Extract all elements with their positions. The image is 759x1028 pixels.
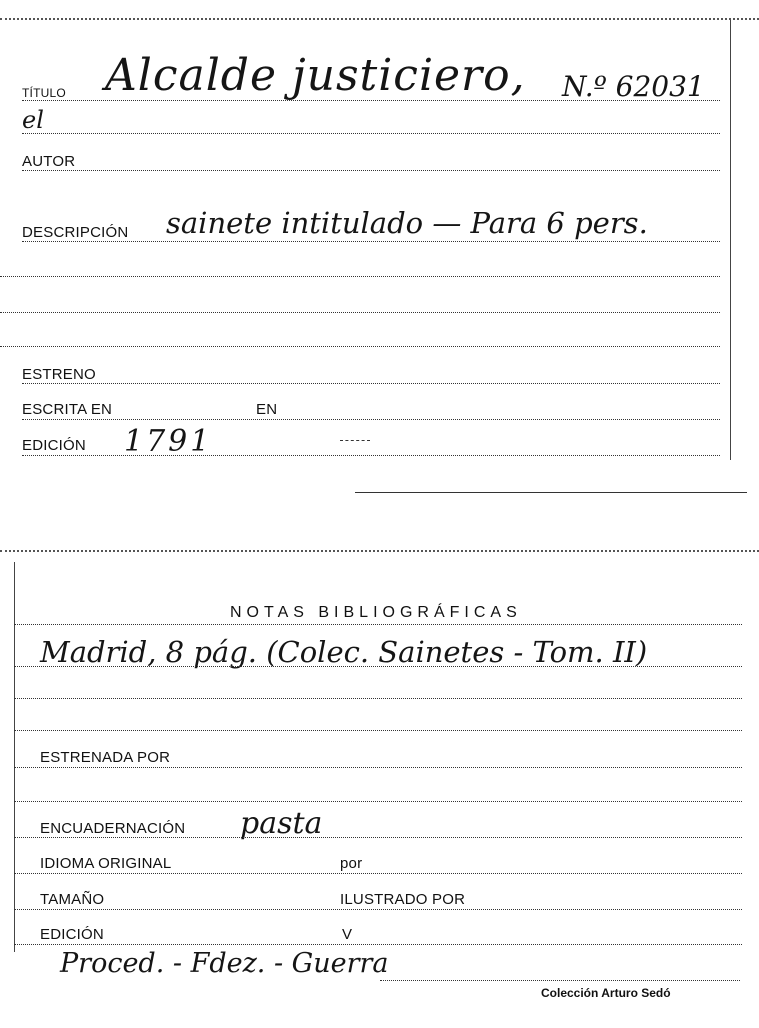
encuadernacion-line: [14, 837, 742, 838]
edicion-line: [22, 455, 720, 456]
titulo-line-2: [22, 133, 720, 134]
estrenada-por-label: ESTRENADA POR: [40, 749, 171, 766]
ilustrado-label: ILUSTRADO POR: [340, 891, 466, 908]
descripcion-line-2: [0, 276, 720, 277]
titulo-line: [22, 100, 720, 101]
por-label: por: [340, 855, 363, 872]
tamano-line: [14, 909, 742, 910]
titulo-value-article: el: [22, 106, 44, 134]
escrita-en-label: ESCRITA EN: [22, 401, 113, 418]
notes-value: Madrid, 8 pág. (Colec. Sainetes - Tom. II): [40, 635, 648, 669]
provenance-value: Proced. - Fdez. - Guerra: [60, 948, 389, 979]
notas-line: [14, 624, 742, 625]
notes-line-2: [14, 698, 742, 699]
edicion-value: 1791: [124, 424, 213, 459]
descripcion-line-4: [0, 346, 720, 347]
idioma-line: [14, 873, 742, 874]
card-back: [0, 540, 759, 1028]
escrita-line: [22, 419, 720, 420]
estreno-label: ESTRENO: [22, 366, 96, 383]
card-right-edge: [730, 20, 731, 460]
estrenada-line: [14, 767, 742, 768]
card-bottom-edge: [355, 492, 747, 493]
autor-line: [22, 170, 720, 171]
descripcion-line: [22, 241, 720, 242]
descripcion-label: DESCRIPCIÓN: [22, 224, 129, 241]
notas-heading: NOTAS BIBLIOGRÁFICAS: [230, 604, 522, 621]
edicion-back-label: EDICIÓN: [40, 926, 104, 943]
encuadernacion-label: ENCUADERNACIÓN: [40, 820, 186, 837]
descripcion-line-3: [0, 312, 720, 313]
titulo-value-main: Alcalde justiciero,: [105, 50, 526, 101]
number-value: N.º 62031: [562, 70, 705, 103]
stray-mark: [340, 440, 370, 441]
edicion-label: EDICIÓN: [22, 437, 86, 454]
estreno-line: [22, 383, 720, 384]
card-back-top-edge: [0, 550, 759, 552]
tamano-label: TAMAÑO: [40, 891, 105, 908]
edicion-back-line: [14, 944, 742, 945]
provenance-line: [380, 980, 740, 981]
notes-line-3: [14, 730, 742, 731]
titulo-label: TÍTULO: [22, 86, 66, 100]
card-back-left-edge: [14, 562, 15, 952]
v-label: V: [342, 926, 353, 943]
idioma-label: IDIOMA ORIGINAL: [40, 855, 172, 872]
estrenada-line-2: [14, 801, 742, 802]
card-front: [0, 0, 759, 500]
collection-label: Colección Arturo Sedó: [541, 986, 671, 1000]
autor-label: AUTOR: [22, 153, 76, 170]
card-top-edge: [0, 18, 759, 20]
en-label: EN: [256, 401, 278, 418]
descripcion-value: sainete intitulado — Para 6 pers.: [166, 206, 648, 240]
encuadernacion-value: pasta: [240, 806, 323, 841]
notes-line-1: [14, 666, 742, 667]
